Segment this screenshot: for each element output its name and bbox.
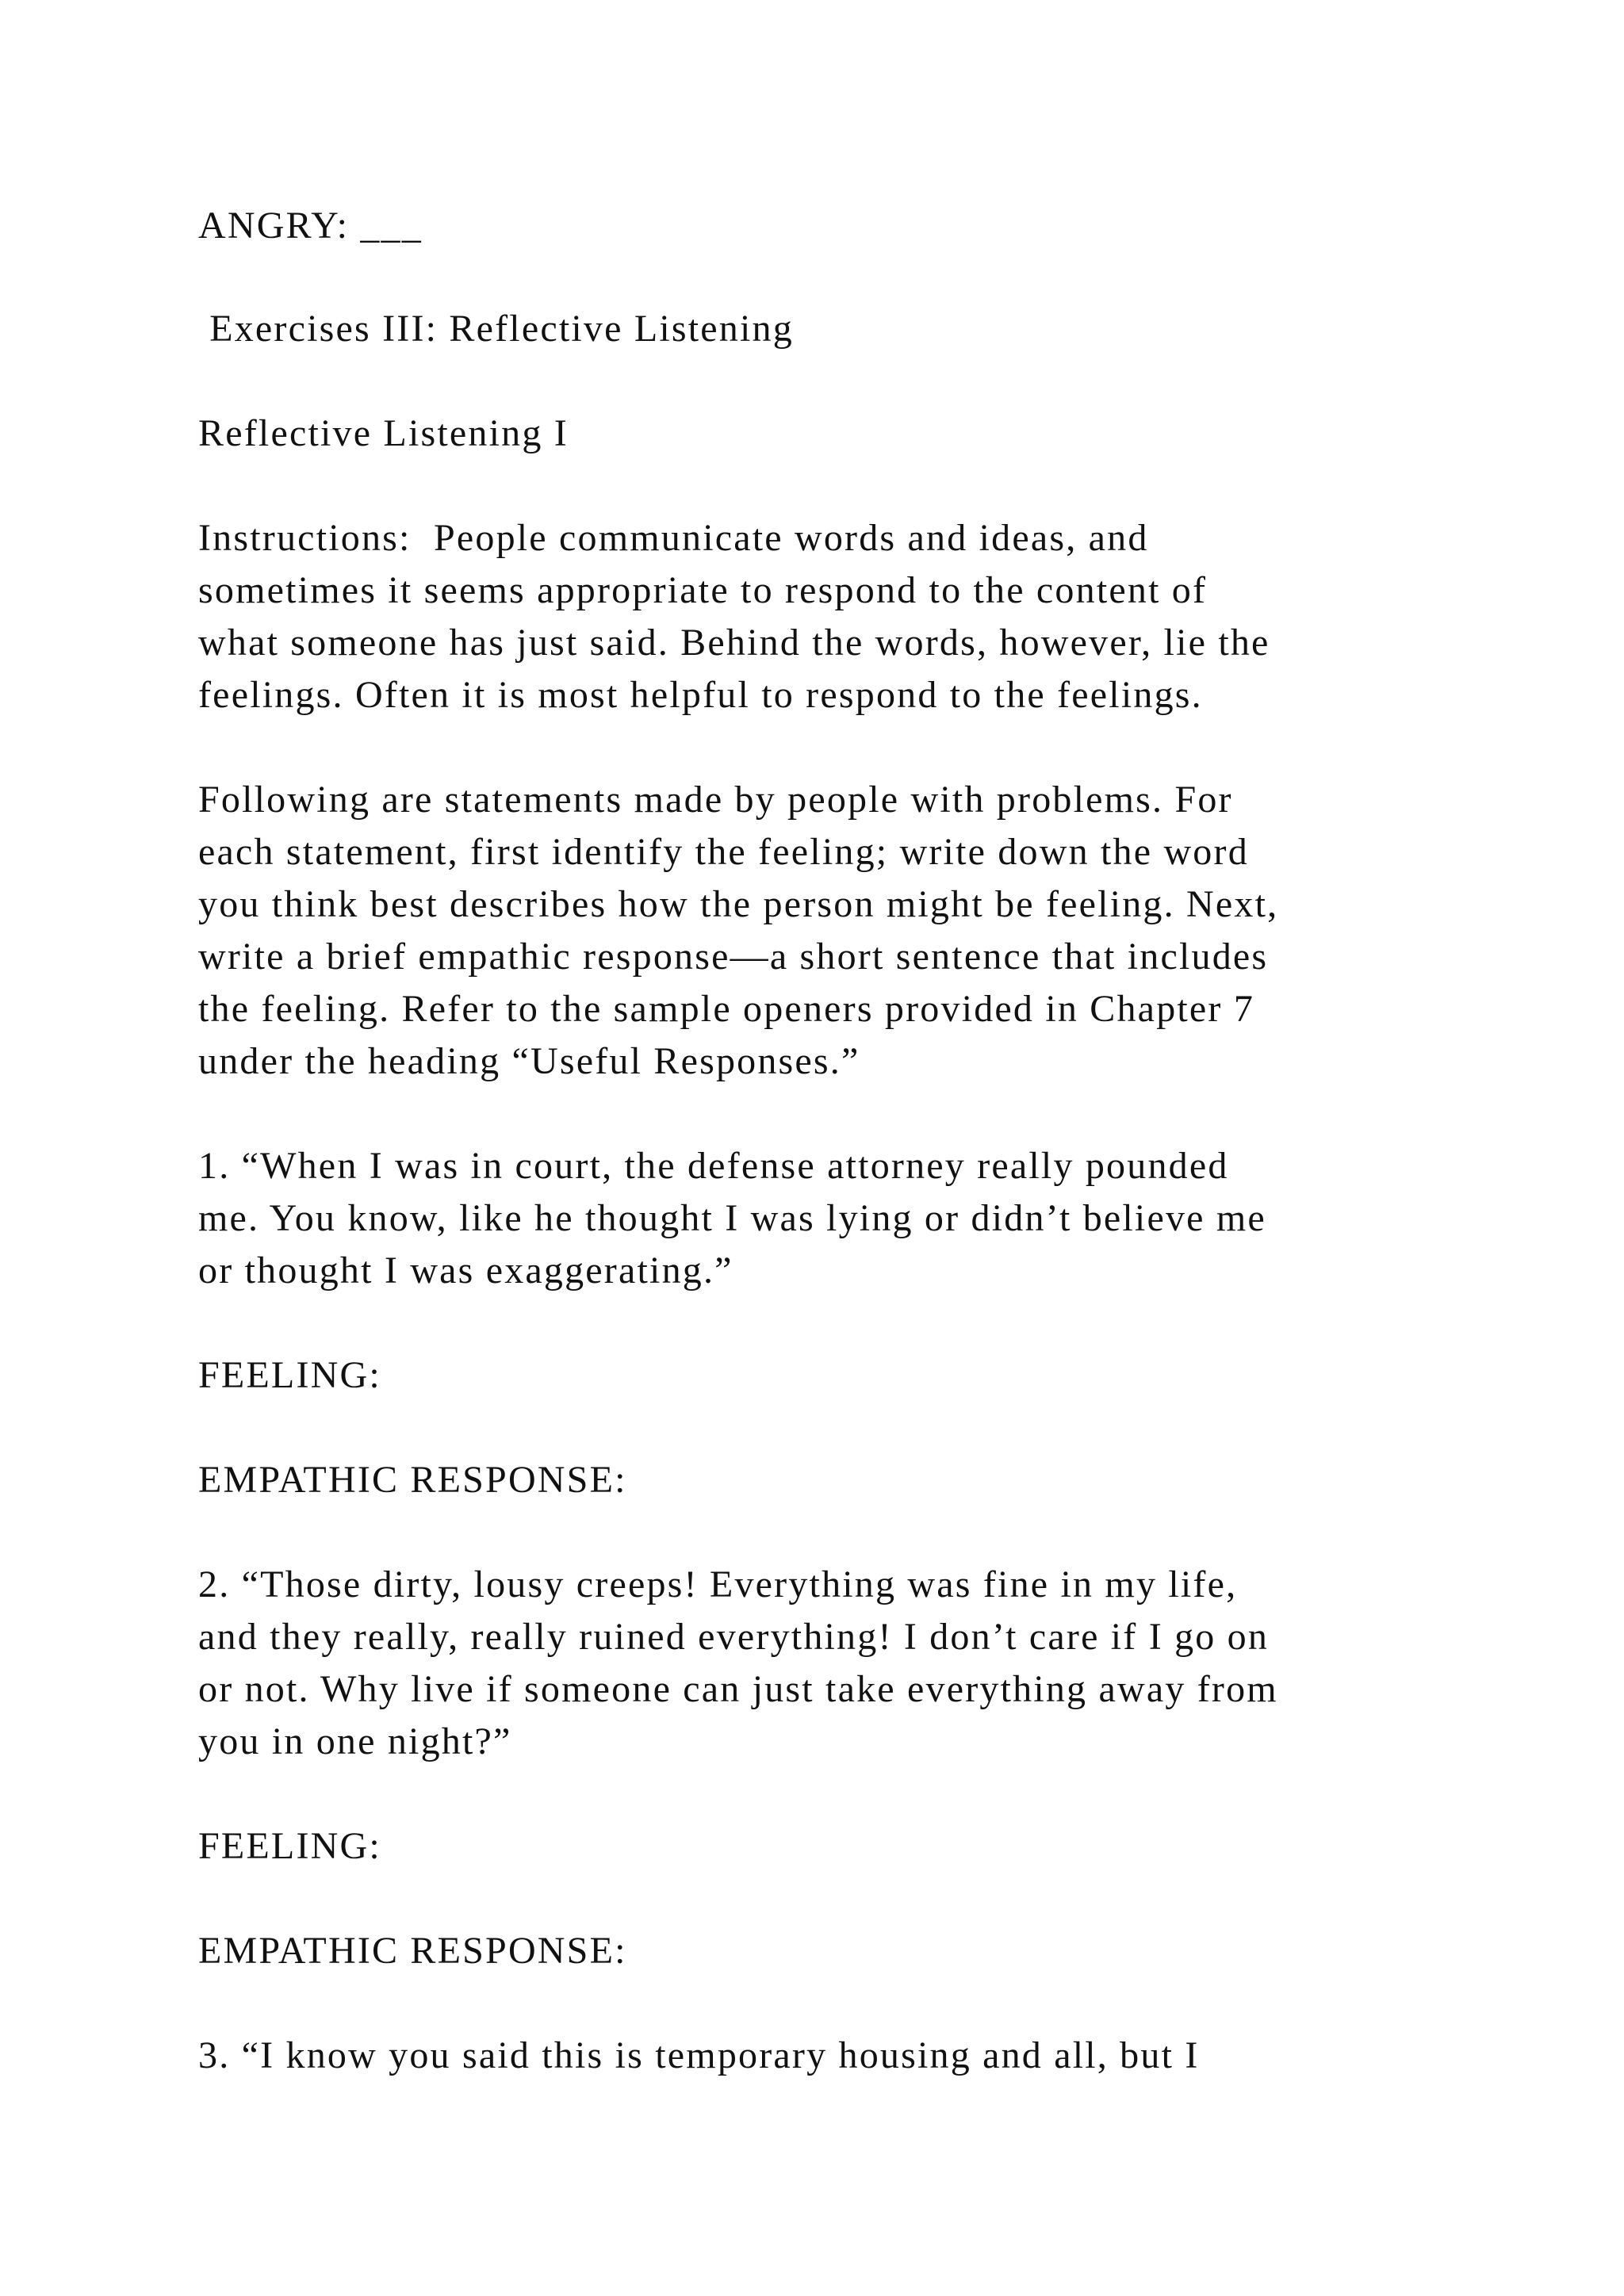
statement-line: you in one night?” <box>198 1720 512 1762</box>
empathic-response-label: EMPATHIC RESPONSE: <box>198 1459 627 1501</box>
paragraph-line: Instructions: People communicate words and ideas, and <box>198 517 1149 559</box>
statement-line: or thought I was exaggerating.” <box>198 1249 733 1292</box>
statement-line: and they really, really ruined everything! I don’t care if I go on <box>198 1616 1270 1658</box>
paragraph-line: what someone has just said. Behind the words, however, lie the <box>198 622 1270 664</box>
feeling-label: FEELING: <box>198 1354 381 1396</box>
feeling-label: FEELING: <box>198 1825 381 1867</box>
statement-line: 2. “Those dirty, lousy creeps! Everything was fine in my life, <box>198 1563 1238 1605</box>
statement-line: me. You know, like he thought I was lying or didn’t believe me <box>198 1197 1266 1239</box>
statement-line: or not. Why live if someone can just take everything away from <box>198 1668 1278 1710</box>
statement-line: 3. “I know you said this is temporary housing and all, but I <box>198 2034 1200 2076</box>
paragraph-line: the feeling. Refer to the sample openers provided in Chapter 7 <box>198 988 1255 1030</box>
paragraph-line: each statement, first identify the feeling; write down the word <box>198 831 1249 873</box>
paragraph-line: feelings. Often it is most helpful to respond to the feelings. <box>198 674 1203 716</box>
paragraph-line: write a brief empathic response—a short sentence that includes <box>198 936 1269 978</box>
paragraph-line: sometimes it seems appropriate to respond to the content of <box>198 569 1208 611</box>
statement-line: 1. “When I was in court, the defense attorney really pounded <box>198 1145 1229 1187</box>
section-heading: Exercises III: Reflective Listening <box>198 308 794 350</box>
empathic-response-label: EMPATHIC RESPONSE: <box>198 1930 627 1972</box>
paragraph-line: Following are statements made by people with problems. For <box>198 779 1233 821</box>
paragraph-line: you think best describes how the person might be feeling. Next, <box>198 883 1279 925</box>
angry-label: ANGRY: ___ <box>198 205 423 247</box>
subsection-heading: Reflective Listening I <box>198 412 569 454</box>
paragraph-line: under the heading “Useful Responses.” <box>198 1040 860 1082</box>
